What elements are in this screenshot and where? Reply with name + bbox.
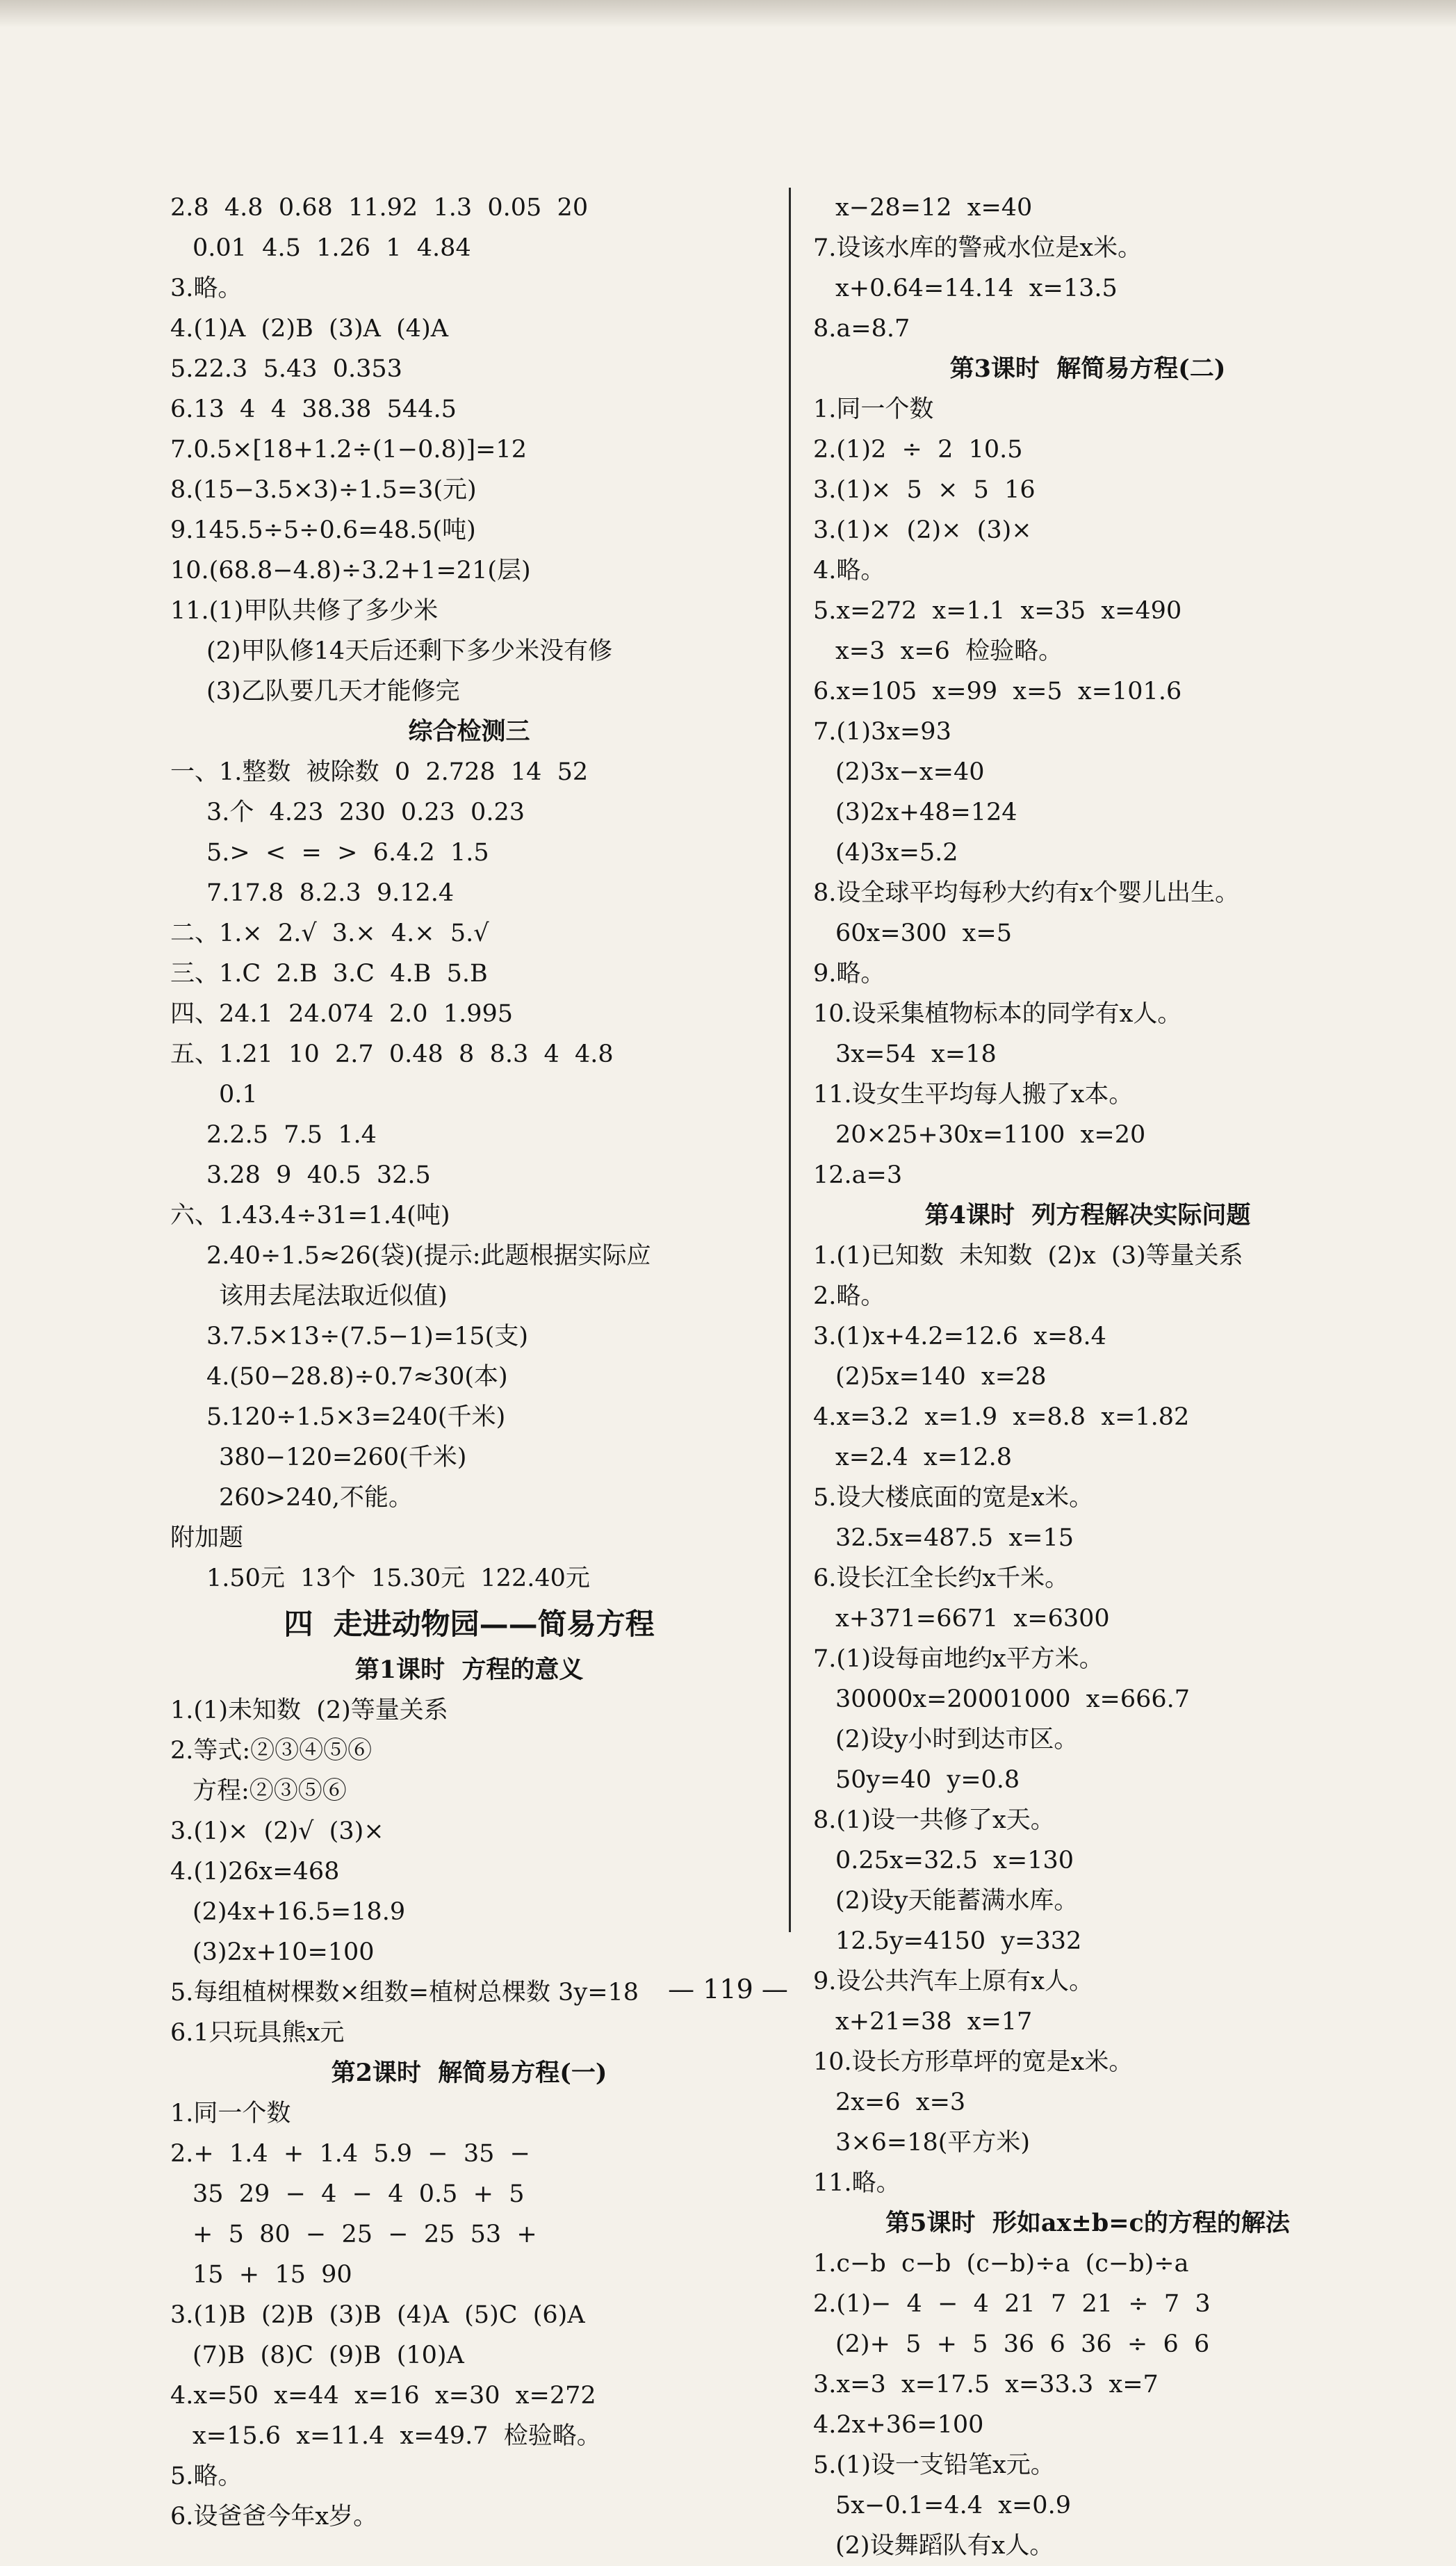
- answer-line: 6.x=105 x=99 x=5 x=101.6: [813, 678, 1182, 705]
- answer-line: 8.a=8.7: [813, 315, 910, 343]
- answer-line: 2.等式:②③④⑤⑥: [170, 1737, 373, 1765]
- page-number: — 119 —: [668, 1974, 788, 2004]
- answer-line: 5.略。: [170, 2462, 243, 2490]
- answer-line: (3)2x+10=100: [193, 1938, 375, 1966]
- answer-line: 5.(1)设一支铅笔x元。: [813, 2451, 1055, 2479]
- answer-line: (2)4x+16.5=18.9: [193, 1898, 406, 1926]
- section-heading: 第4课时 列方程解决实际问题: [924, 1201, 1251, 1229]
- answer-line: 260>240,不能。: [219, 1484, 414, 1512]
- answer-line: 2.40÷1.5≈26(袋)(提示:此题根据实际应: [206, 1242, 651, 1270]
- answer-line: 12.5y=4150 y=332: [835, 1927, 1082, 1955]
- answer-line: 6.设长江全长约x千米。: [813, 1564, 1070, 1592]
- answer-line: 5.> < = > 6.4.2 1.5: [206, 839, 489, 867]
- answer-line: 1.同一个数: [170, 2100, 291, 2127]
- answer-line: 0.25x=32.5 x=130: [835, 1847, 1074, 1874]
- answer-line: 7.(1)设每亩地约x平方米。: [813, 1645, 1104, 1673]
- section-heading: 第3课时 解简易方程(二): [949, 354, 1226, 383]
- answer-line: 7.设该水库的警戒水位是x米。: [813, 234, 1143, 262]
- section-heading: 第2课时 解简易方程(一): [331, 2059, 607, 2087]
- answer-line: 8.设全球平均每秒大约有x个婴儿出生。: [813, 879, 1240, 907]
- answer-line: 4.(1)A (2)B (3)A (4)A: [170, 315, 449, 343]
- answer-line: 15 + 15 90: [193, 2261, 352, 2289]
- answer-line: + 5 80 − 25 − 25 53 +: [193, 2221, 537, 2248]
- answer-line: (3)乙队要几天才能修完: [206, 678, 460, 705]
- answer-line: 六、1.43.4÷31=1.4(吨): [170, 1202, 450, 1229]
- answer-line: 11.略。: [813, 2169, 901, 2197]
- answer-line: 9.145.5÷5÷0.6=48.5(吨): [170, 516, 476, 544]
- answer-line: 三、1.C 2.B 3.C 4.B 5.B: [170, 960, 488, 988]
- answer-line: 3.28 9 40.5 32.5: [206, 1161, 431, 1189]
- answer-line: 3.(1)× (2)√ (3)×: [170, 1817, 384, 1845]
- answer-line: 4.略。: [813, 557, 885, 585]
- answer-line: 10.(68.8−4.8)÷3.2+1=21(层): [170, 557, 531, 585]
- page-top-shadow: [0, 0, 1456, 28]
- answer-line: x−28=12 x=40: [835, 194, 1033, 222]
- answer-line: 12.a=3: [813, 1161, 903, 1189]
- answer-line: (2)设舞蹈队有x人。: [835, 2532, 1054, 2560]
- answer-line: (2)设y天能蓄满水库。: [835, 1887, 1079, 1915]
- answer-line: 该用去尾法取近似值): [219, 1282, 448, 1310]
- column-divider: [789, 188, 791, 1932]
- answer-line: 3.(1)B (2)B (3)B (4)A (5)C (6)A: [170, 2301, 585, 2329]
- answer-line: 3.x=3 x=17.5 x=33.3 x=7: [813, 2371, 1159, 2399]
- answer-line: 35 29 − 4 − 4 0.5 + 5: [193, 2180, 525, 2208]
- answer-line: 1.50元 13个 15.30元 122.40元: [206, 1564, 590, 1592]
- answer-line: 一、1.整数 被除数 0 2.728 14 52: [170, 758, 589, 786]
- answer-line: 附加题: [170, 1524, 244, 1552]
- section-heading: 第1课时 方程的意义: [354, 1656, 584, 1684]
- answer-line: x+0.64=14.14 x=13.5: [835, 275, 1118, 302]
- answer-line: 11.设女生平均每人搬了x本。: [813, 1081, 1134, 1109]
- answer-line: 1.同一个数: [813, 395, 934, 423]
- left-answer-column: [170, 188, 768, 2537]
- answer-line: (2)5x=140 x=28: [835, 1363, 1047, 1391]
- answer-line: 7.17.8 8.2.3 9.12.4: [206, 879, 455, 907]
- answer-line: 2x=6 x=3: [835, 2089, 966, 2116]
- answer-line: 5.x=272 x=1.1 x=35 x=490: [813, 597, 1182, 625]
- answer-line: (2)甲队修14天后还剩下多少米没有修: [206, 637, 613, 665]
- answer-line: 二、1.× 2.√ 3.× 4.× 5.√: [170, 920, 489, 947]
- answer-line: 4.x=50 x=44 x=16 x=30 x=272: [170, 2382, 596, 2410]
- answer-line: x+21=38 x=17: [835, 2008, 1033, 2036]
- answer-line: (7)B (8)C (9)B (10)A: [193, 2342, 464, 2369]
- answer-line: 4.2x+36=100: [813, 2411, 984, 2439]
- answer-line: 5.22.3 5.43 0.353: [170, 355, 402, 383]
- answer-line: 3.(1)x+4.2=12.6 x=8.4: [813, 1323, 1106, 1350]
- answer-line: 6.13 4 4 38.38 544.5: [170, 395, 457, 423]
- answer-line: 2.略。: [813, 1282, 885, 1310]
- answer-line: 32.5x=487.5 x=15: [835, 1524, 1074, 1552]
- section-heading: 综合检测三: [408, 717, 530, 746]
- section-heading: 四 走进动物园——简易方程: [284, 1607, 655, 1641]
- answer-line: 380−120=260(千米): [219, 1444, 467, 1471]
- answer-line: 8.(1)设一共修了x天。: [813, 1806, 1055, 1834]
- answer-line: 6.设爸爸今年x岁。: [170, 2503, 378, 2531]
- answer-line: 1.(1)未知数 (2)等量关系: [170, 1697, 448, 1724]
- answer-line: 4.x=3.2 x=1.9 x=8.8 x=1.82: [813, 1403, 1190, 1431]
- answer-line: 5x−0.1=4.4 x=0.9: [835, 2492, 1071, 2519]
- answer-line: 10.设长方形草坪的宽是x米。: [813, 2048, 1134, 2076]
- answer-line: 5.120÷1.5×3=240(千米): [206, 1403, 506, 1431]
- answer-line: 2.2.5 7.5 1.4: [206, 1121, 377, 1149]
- answer-line: x=3 x=6 检验略。: [835, 637, 1063, 665]
- answer-line: 50y=40 y=0.8: [835, 1766, 1020, 1794]
- answer-line: (2)3x−x=40: [835, 758, 985, 786]
- answer-line: 5.每组植树棵数×组数=植树总棵数 3y=18: [170, 1979, 639, 2007]
- answer-line: 方程:②③⑤⑥: [193, 1777, 347, 1805]
- answer-line: 四、24.1 24.074 2.0 1.995: [170, 1000, 514, 1028]
- answer-line: (3)2x+48=124: [835, 799, 1017, 826]
- answer-line: (2)+ 5 + 5 36 6 36 ÷ 6 6: [835, 2330, 1210, 2358]
- answer-line: 五、1.21 10 2.7 0.48 8 8.3 4 4.8: [170, 1040, 614, 1068]
- answer-line: 2.+ 1.4 + 1.4 5.9 − 35 −: [170, 2140, 530, 2168]
- answer-line: 2.(1)− 4 − 4 21 7 21 ÷ 7 3: [813, 2290, 1211, 2318]
- answer-line: 2.8 4.8 0.68 11.92 1.3 0.05 20: [170, 194, 589, 222]
- answer-line: 60x=300 x=5: [835, 920, 1012, 947]
- answer-line: x=15.6 x=11.4 x=49.7 检验略。: [193, 2422, 601, 2450]
- section-heading: 第5课时 形如ax±b=c的方程的解法: [885, 2209, 1290, 2237]
- answer-line: 9.设公共汽车上原有x人。: [813, 1968, 1094, 1995]
- answer-line: 3.(1)× (2)× (3)×: [813, 516, 1032, 544]
- answer-line: 6.1只玩具熊x元: [170, 2019, 345, 2047]
- answer-line: x=2.4 x=12.8: [835, 1444, 1012, 1471]
- answer-line: 4.(1)26x=468: [170, 1858, 340, 1886]
- answer-line: 9.略。: [813, 960, 885, 988]
- answer-line: 7.0.5×[18+1.2÷(1−0.8)]=12: [170, 436, 527, 464]
- answer-line: 4.(50−28.8)÷0.7≈30(本): [206, 1363, 508, 1391]
- answer-line: 3.7.5×13÷(7.5−1)=15(支): [206, 1323, 528, 1350]
- answer-line: (2)设y小时到达市区。: [835, 1726, 1079, 1754]
- answer-line: 3.个 4.23 230 0.23 0.23: [206, 799, 525, 826]
- answer-line: 20×25+30x=1100 x=20: [835, 1121, 1146, 1149]
- answer-line: 3.略。: [170, 275, 243, 302]
- answer-line: 1.(1)已知数 未知数 (2)x (3)等量关系: [813, 1242, 1243, 1270]
- answer-line: x+371=6671 x=6300: [835, 1605, 1110, 1633]
- answer-line: 0.01 4.5 1.26 1 4.84: [193, 234, 471, 262]
- answer-line: 3×6=18(平方米): [835, 2129, 1031, 2157]
- answer-line: 8.(15−3.5×3)÷1.5=3(元): [170, 476, 477, 504]
- answer-line: 30000x=20001000 x=666.7: [835, 1685, 1191, 1713]
- answer-line: 1.c−b c−b (c−b)÷a (c−b)÷a: [813, 2250, 1189, 2278]
- answer-line: 5.设大楼底面的宽是x米。: [813, 1484, 1094, 1512]
- answer-line: 3x=54 x=18: [835, 1040, 997, 1068]
- answer-line: 7.(1)3x=93: [813, 718, 951, 746]
- answer-line: 3.(1)× 5 × 5 16: [813, 476, 1036, 504]
- answer-line: 0.1: [219, 1081, 258, 1109]
- answer-line: 2.(1)2 ÷ 2 10.5: [813, 436, 1023, 464]
- answer-line: (4)3x=5.2: [835, 839, 958, 867]
- answer-line: 10.设采集植物标本的同学有x人。: [813, 1000, 1182, 1028]
- answer-line: 11.(1)甲队共修了多少米: [170, 597, 439, 625]
- right-answer-column: [813, 188, 1362, 2566]
